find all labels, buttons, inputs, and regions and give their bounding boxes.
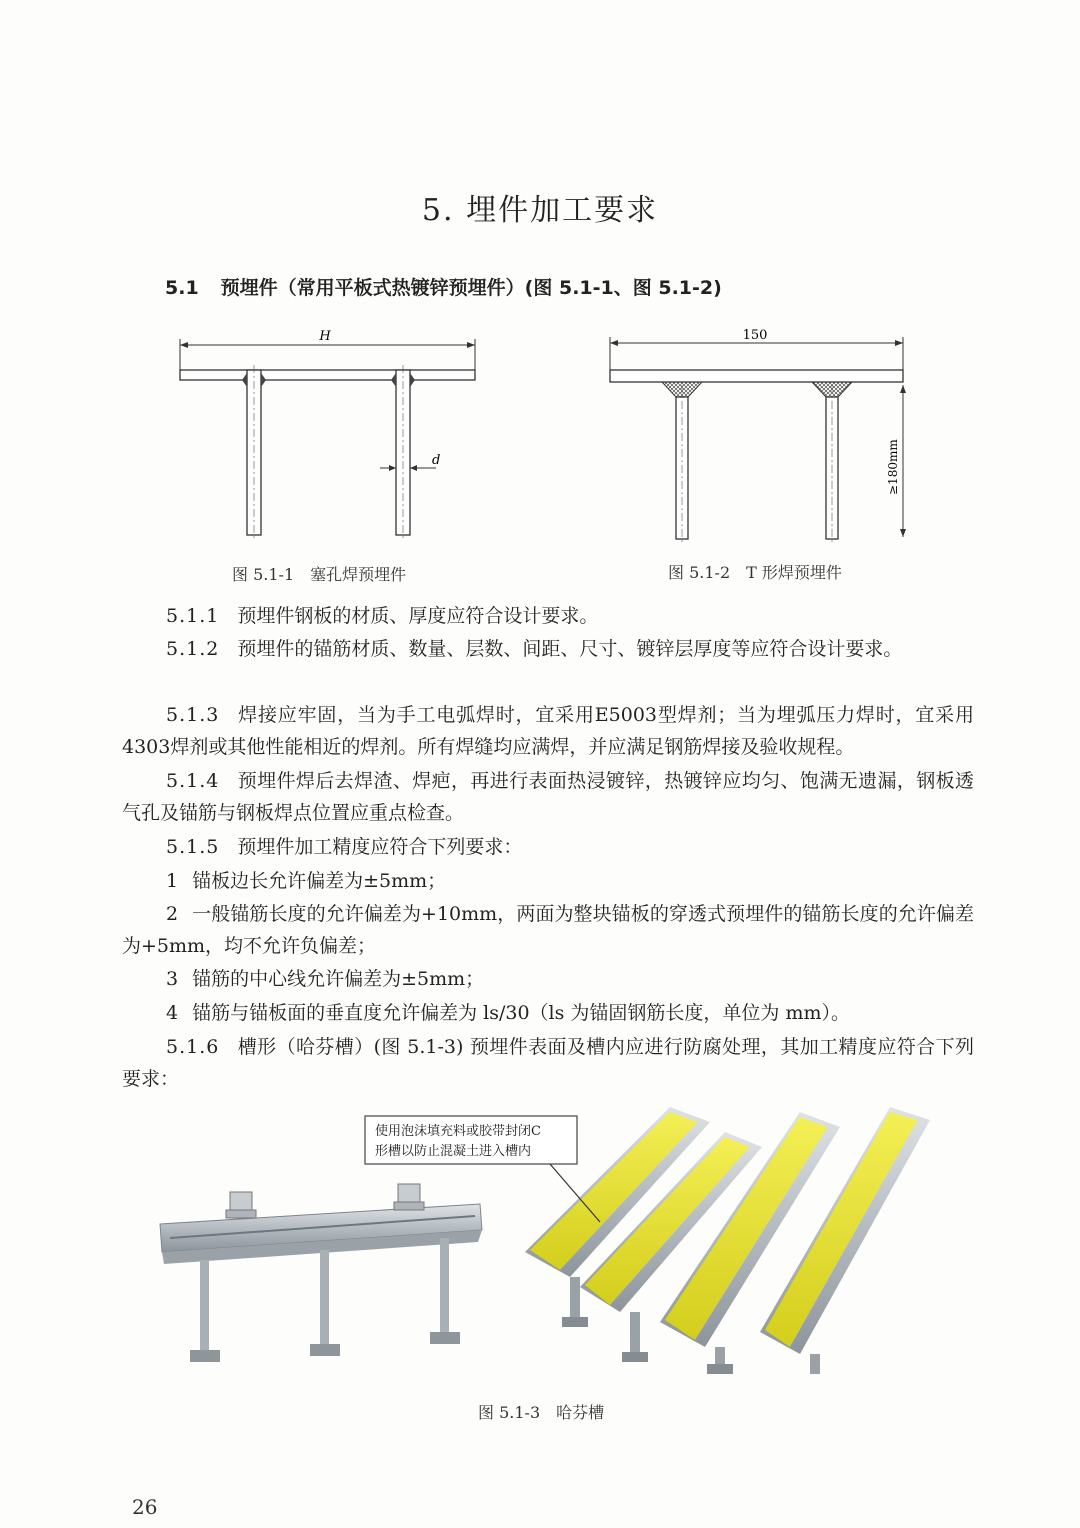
clause-5-1-5: 5.1.5 预埋件加工精度应符合下列要求： — [166, 836, 523, 858]
chapter-title: 5. 埋件加工要求 — [421, 193, 659, 228]
list-item: 2 一般锚筋长度的允许偏差为+10mm，两面为整块锚板的穿透式预埋件的锚筋长度的允许偏差为+5mm，均不允许负偏差； — [122, 903, 974, 957]
figure1-caption: 图 5.1-1 塞孔焊预埋件 — [232, 565, 407, 584]
section-number: 5.1 — [165, 277, 199, 299]
clause-5-1-6: 5.1.6 槽形（哈芬槽）(图 5.1-3) 预埋件表面及槽内应进行防腐处理，其加工精度应符合下列要求： — [122, 1036, 974, 1090]
section-heading — [165, 273, 722, 300]
figure-plug-weld-embed — [170, 325, 490, 550]
clause-5-1-1: 5.1.1 预埋件钢板的材质、厚度应符合设计要求。 — [166, 605, 599, 627]
list-item: 3 锚筋的中心线允许偏差为±5mm； — [166, 968, 485, 990]
dim-width-label: H — [319, 329, 331, 344]
clause-5-1-4: 5.1.4 预埋件焊后去焊渣、焊疤，再进行表面热浸镀锌，热镀锌应均匀、饱满无遗漏，钢板透气孔及锚筋与钢板焊点位置应重点检查。 — [122, 770, 974, 824]
list-item: 1 锚板边长允许偏差为±5mm； — [166, 870, 447, 892]
dim-150-label: 150 — [742, 328, 768, 343]
figure3-caption: 图 5.1-3 哈芬槽 — [478, 1403, 605, 1422]
dim-diameter-label: d — [432, 453, 441, 468]
list-item: 4 锚筋与锚板面的垂直度允许偏差为 ls/30（ls 为锚固钢筋长度，单位为 mm）。 — [166, 1002, 850, 1024]
callout-line1: 使用泡沫填充料或胶带封闭C — [375, 1124, 541, 1139]
foam-filled-channels-photo — [525, 1107, 930, 1374]
callout-line2: 形槽以防止混凝土进入槽内 — [375, 1144, 532, 1159]
figure-t-weld-embed — [600, 325, 920, 550]
channel-with-bolts-photo — [160, 1184, 482, 1362]
figure-halfen-channel-photo — [150, 1092, 930, 1382]
page-number: 26 — [132, 1495, 158, 1519]
dim-height-label: ≥180mm — [886, 439, 900, 495]
clause-5-1-2: 5.1.2 预埋件的锚筋材质、数量、层数、间距、尺寸、镀锌层厚度等应符合设计要求。 — [166, 638, 903, 660]
section-title: 预埋件（常用平板式热镀锌预埋件）(图 5.1-1、图 5.1-2) — [220, 277, 722, 299]
figure2-caption: 图 5.1-2 T 形焊预埋件 — [668, 563, 842, 582]
clause-5-1-3: 5.1.3 焊接应牢固，当为手工电弧焊时，宜采用E5003型焊剂；当为埋弧压力焊时，宜采用4303焊剂或其他性能相近的焊剂。所有焊缝均应满焊，并应满足钢筋焊接及验收规程。 — [122, 704, 974, 758]
